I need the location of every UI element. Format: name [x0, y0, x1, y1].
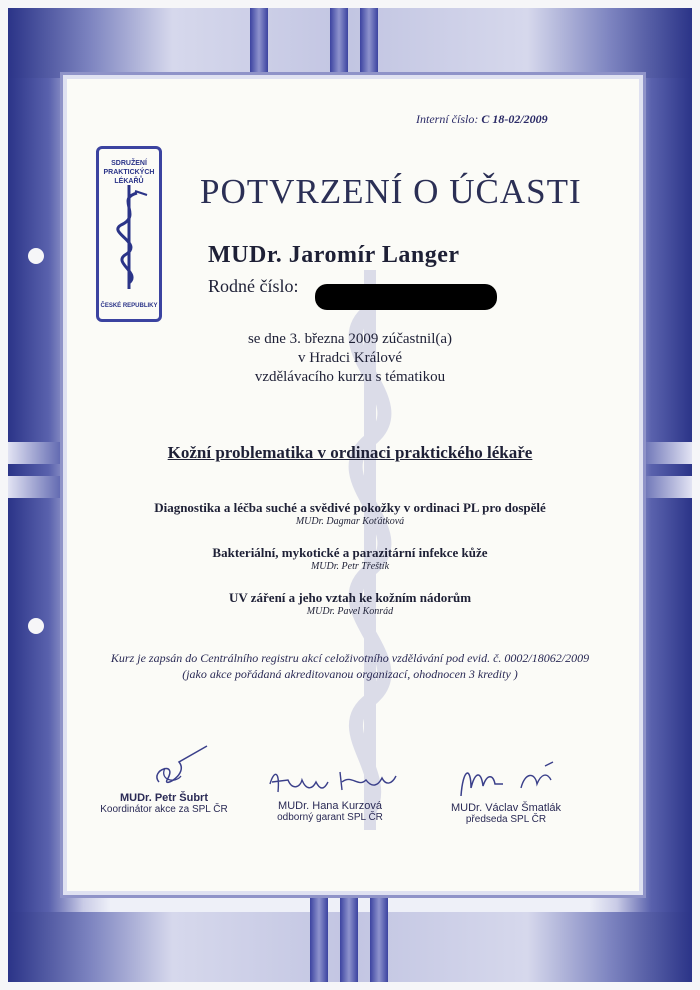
recipient-name: MUDr. Jaromír Langer: [208, 242, 460, 268]
lecture-item: [60, 545, 640, 572]
lecture-author: MUDr. Dagmar Koťátková: [295, 516, 405, 527]
signer-role: Koordinátor akce za SPL ČR: [100, 804, 228, 815]
lecture-author: MUDr. Pavel Konrád: [306, 606, 394, 617]
attendance-line: vzdělávacího kurzu s tématikou: [254, 369, 446, 385]
internal-number: Interní číslo: C 18-02/2009: [416, 112, 548, 126]
registration-note: [60, 650, 640, 682]
lecture-item: [60, 590, 640, 617]
frame-top-band: [8, 8, 692, 78]
lecture-title: UV záření a jeho vztah ke kožním nádorům: [228, 590, 472, 605]
lecture-author: MUDr. Petr Třeštík: [310, 561, 390, 572]
logo-caduceus-icon: [107, 185, 151, 289]
signature-block: [438, 758, 574, 825]
punch-hole: [28, 248, 44, 264]
signature-block: [262, 760, 398, 823]
signer-role: odborný garant SPL ČR: [277, 812, 383, 823]
frame-stripe: [310, 892, 328, 982]
punch-hole: [28, 618, 44, 634]
signer-role: předseda SPL ČR: [465, 814, 547, 825]
frame-notch: [8, 442, 68, 464]
lecture-title: Diagnostika a léčba suché a svědivé pokožky v ordinaci PL pro dospělé: [154, 500, 546, 515]
handwritten-signature: [441, 758, 571, 802]
attendance-line: v Hradci Králové: [297, 350, 403, 366]
frame-stripe: [250, 8, 268, 72]
logo-top-text: SDRUŽENÍ PRAKTICKÝCH LÉKAŘŮ: [103, 160, 155, 185]
course-topic: Kožní problematika v ordinaci praktického lékaře: [167, 443, 533, 462]
frame-stripe: [330, 8, 348, 72]
lecture-title: Bakteriální, mykotické a parazitární infekce kůže: [212, 545, 488, 560]
frame-notch: [8, 476, 68, 498]
signer-name: MUDr. Václav Šmatlák: [450, 802, 562, 814]
registration-line: (jako akce pořádaná akreditovanou organizací, ohodnocen 3 kredity ): [182, 667, 518, 681]
registration-line: Kurz je zapsán do Centrálního registru akcí celoživotního vzdělávání pod evid. č. 0002/18062/2009: [110, 651, 590, 665]
birth-number-label: Rodné číslo:: [208, 276, 299, 296]
frame-stripe: [370, 892, 388, 982]
attendance-line: se dne 3. března 2009 zúčastnil(a): [247, 331, 453, 347]
spl-logo: [96, 146, 162, 322]
logo-bottom-text: ČESKÉ REPUBLIKY: [100, 303, 158, 309]
signer-name: MUDr. Hana Kurzová: [278, 800, 382, 812]
frame-stripe: [360, 8, 378, 72]
frame-stripe: [340, 892, 358, 982]
redaction-bar: [315, 284, 497, 310]
signature-block: [96, 740, 232, 815]
lecture-item: [60, 500, 640, 527]
handwritten-signature: [119, 740, 209, 792]
handwritten-signature: [262, 760, 402, 800]
signer-name: MUDr. Petr Šubrt: [119, 792, 208, 804]
attendance-text: [60, 330, 640, 387]
certificate-title: POTVRZENÍ O ÚČASTI: [200, 172, 582, 211]
